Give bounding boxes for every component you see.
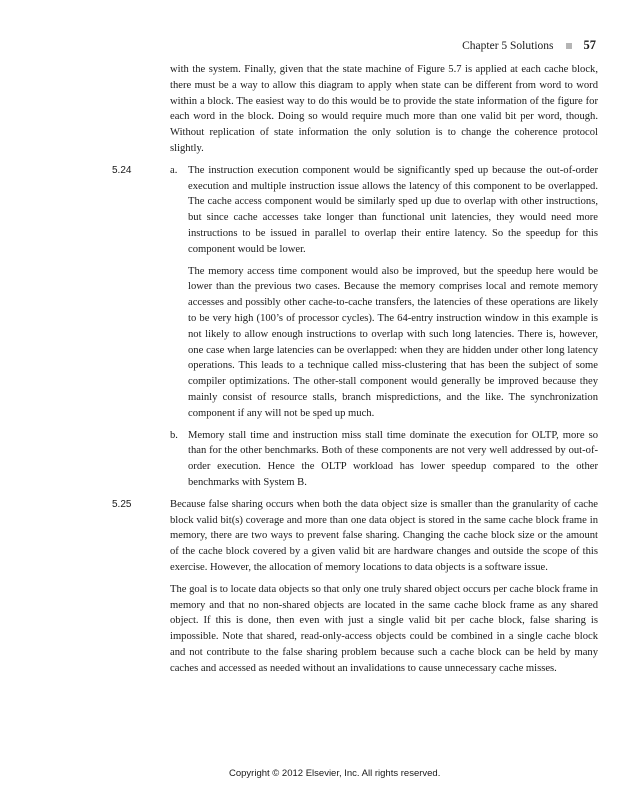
header-separator-square <box>566 43 572 49</box>
solution-paragraph: Because false sharing occurs when both the data object size is smaller than the granularity of cache block valid bit(s) coverage and more than one data object is stored in the same cache block frame in memory, there are two ways to prevent false sharing. Changing the cache block size or the amount of the cache block covered by a given valid bit are hardware changes and outside the scope of this exercise. However, the allocation of memory locations to data objects is a software issue. <box>170 498 598 573</box>
continuation-paragraph: with the system. Finally, given that the state machine of Figure 5.7 is applied at each cache block, there must be a way to allow this diagram to apply when state can be different from word to word within a block. The easiest way to do this would be to provide the state information of the figure for each word in the block. Doing so would require much more than one valid bit per word, though. Without replication of state information the only solution is to change the coherence protocol slightly. <box>170 64 598 154</box>
item-paragraph: Memory stall time and instruction miss stall time dominate the execution for OLTP, more so than for the other benchmarks. Both of these components are not very well addressed by out-of-order execution. Hence the OLTP workload has lower speedup compared to the other benchmarks with System B. <box>188 429 598 488</box>
item-paragraph: The memory access time component would also be improved, but the speedup here would be lower than the previous two cases. Because the memory comprises local and remote memory accesses and possibly other cache-to-cache transfers, the latencies of these operations are likely to be very high (100’s of processor cycles). The 64-entry instruction window in this example is not likely to allow enough instructions to overlap with such long latencies. There is, however, one case when large latencies can be overlapped: when they are hidden under other long latency operations. This leads to a technique called miss-clustering that has been the subject of some compiler optimizations. The other-stall component would generally be improved because they mainly consist of resource stalls, branch mispredictions, and the like. The synchronization component if any will not be sped up much. <box>188 265 598 419</box>
item-label: b. <box>170 429 178 441</box>
item-paragraph: The instruction execution component would be significantly sped up because the out-of-order execution and multiple instruction issue allows the latency of this component to be overlapped. The cache access component would be similarly sped up due to overlap with other instructions, but since cache accesses take longer than functional unit latencies, they would need more instructions to be issued in parallel to overlap their entire latency. So the speedup for this component would be lower. <box>188 164 598 255</box>
page-number: 57 <box>583 38 596 52</box>
chapter-title: Chapter 5 Solutions <box>462 39 554 52</box>
solution-5-25 <box>112 497 599 677</box>
solution-paragraph: The goal is to locate data objects so that only one truly shared object occurs per cache block frame in memory and that no non-shared objects are located in the same cache block frame as any shared object. If this is done, then even with just a single valid bit per cache block, false sharing is impossible. Note that shared, read-only-access objects could be combined in a single cache block and not contribute to the false sharing problem because such a cache block can be held by many caches and accessed as needed without an invalidations to cause unnecessary cache misses. <box>170 583 599 674</box>
copyright-footer: Copyright © 2012 Elsevier, Inc. All rights reserved. <box>229 768 441 779</box>
running-header <box>462 38 596 53</box>
solution-5-24 <box>112 163 598 491</box>
solution-item-a <box>170 163 598 422</box>
solution-item-b <box>170 428 598 491</box>
solution-number: 5.25 <box>112 498 132 510</box>
item-label: a. <box>170 164 178 176</box>
page-body <box>112 62 599 682</box>
solution-number: 5.24 <box>112 164 132 176</box>
